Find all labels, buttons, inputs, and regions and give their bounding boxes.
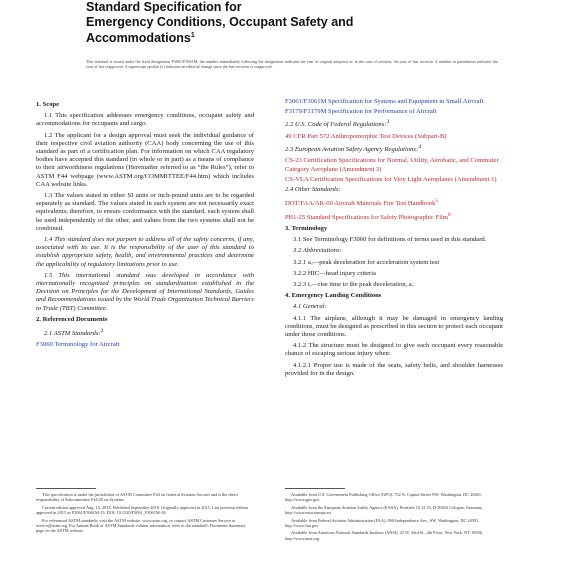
footnotes-right: [285, 492, 503, 543]
paragraph-4-1-2-1: 4.1.2.1 Proper use is made of the seats, safety belts, and shoulder harnesses provided for in the design.: [285, 361, 503, 377]
reference-link-f3061[interactable]: F3061/F3061M Specification for Systems and Equipment in Small Aircraft: [285, 98, 484, 105]
section-heading-terminology: 3. Terminology: [285, 224, 328, 232]
reference-link-49-cfr[interactable]: 49 CFR Part 572 Anthropomorphic Test Devices (Subpart-B): [285, 132, 447, 140]
paragraph-1-2: 1.2 The applicant for a design approval must seek the individual guidance of their respective civil aviation authority (CAA) body concerning the use of this standard as part of a certification plan. For information on which CAA regulatory bodies have accepted this standard (in whole or in part) as a means of compliance to their airworthiness regulations (Hereinafter referred to as “the Rules”), refer to ASTM F44 webpage (www.ASTM.org/COMMITTEE/F44.htm) which includes CAA website links.: [36, 131, 254, 188]
footnote-5: Available from Federal Aviation Administration (FAA), 800 Independence Ave., SW, Washington, DC 20591, http://www.faa.gov.: [285, 517, 480, 529]
section-heading-emergency-landing: 4. Emergency Landing Conditions: [285, 292, 382, 300]
paragraph-1-4: 1.4 This standard does not purport to address all of the safety concerns, if any, associated with its use. It is the responsibility of the user of this standard to establish appropriate safety, health, and environmental practices and determine the applicability of regulatory limitations prior to use.: [36, 236, 254, 268]
paragraph-3-2-3: 3.2.3 tₒ—rise time to the peak deceleration, aₒ: [293, 281, 414, 288]
easa-label: 2.3 European Aviation Safety Agency Regulations:: [285, 146, 419, 154]
footnote-marker-3: 3: [386, 119, 390, 126]
reference-link-cs-23[interactable]: CS-23 Certification Specifications for Normal, Utility, Aerobatic, and Commuter Category Aeroplane (Amendment 3): [285, 157, 499, 173]
section-heading-scope: 1. Scope: [36, 101, 60, 108]
reference-link-dot-faa[interactable]: [285, 197, 503, 208]
reference-link-f3179[interactable]: F3179/F3179M Specification for Performance of Aircraft: [285, 108, 437, 116]
paragraph-4-1-2: 4.1.2 The structure must be designed to give each occupant every reasonable chance of escaping serious injury when:: [285, 342, 503, 358]
astm-standards-label: 2.1 ASTM Standards:: [44, 330, 101, 338]
footnote-4: Available from the European Aviation Safety Agency (EASA), Postfach 10 12 53, D-50452 Cologne, Germany, http://www.easa.europa.eu.: [285, 504, 483, 516]
paragraph-1-3: 1.3 The values stated in either SI units or inch-pound units are to be regarded separately as standard. The values stated in each system are not necessarily exact equivalents; therefore, to ensure conformance with the standard, each system shall be used independently of the other, and values from the two systems shall not be combined.: [36, 192, 254, 232]
footnote-1: This specification is under the jurisdiction of ASTM Committee F44 on General Aviation Aircraft and is the direct responsibility of Subcommittee F44.50 on Systems.: [36, 492, 239, 503]
cfr-label: 2.2 U.S. Code of Federal Regulations:: [285, 121, 387, 129]
footnote-2: For referenced ASTM standards, visit the ASTM website, www.astm.org, or contact ASTM Customer Service at service@astm.org. For Annual Book of ASTM Standards volume information, refer to the standard's Document Summary page on the ASTM website.: [36, 517, 246, 534]
paragraph-4-1: 4.1 General:: [293, 303, 327, 311]
paragraph-3-2-1: 3.2.1 aₒ—peak deceleration for acceleration system test: [293, 258, 440, 266]
pb1-25-text: PB1-25 Standard Specifications for Safety Photographic Film: [285, 213, 448, 221]
paragraph-3-2-2: 3.2.2 HIC—head injury criteria: [293, 269, 376, 277]
reference-link-pb1-25[interactable]: [285, 211, 503, 222]
page-title: [86, 0, 506, 46]
footnote-marker-6: 6: [448, 211, 451, 218]
footnote-3: Available from U.S. Government Publishing Office (GPO), 732 N. Capitol Street NW, Washington, DC 20401, http://www.gpo.gov.: [285, 492, 483, 503]
paragraph-2-2: [285, 118, 503, 129]
dot-faa-text: DOT/FAA/AR-00 Aircraft Materials Fire Test Handbook: [285, 200, 436, 208]
paragraph-2-4: 2.4 Other Standards:: [285, 186, 341, 193]
paragraph-3-2: 3.2 Abbreviations:: [293, 247, 342, 255]
footnote-marker-2: 2: [100, 328, 104, 335]
title-line-3-text: Accommodations: [86, 31, 191, 46]
paragraph-4-1-1: 4.1.1 The airplane, although it may be damaged in emergency landing conditions, must be designed as prescribed in this section to protect each occupant under those conditions.: [285, 314, 503, 339]
title-line-3: [86, 29, 506, 46]
footnote-divider-right: [285, 488, 345, 489]
paragraph-2-3: [285, 143, 503, 154]
footnote-divider-left: [36, 488, 96, 489]
reference-link-cs-vla[interactable]: CS-VLA Certification Specifications for Very Light Aeroplanes (Amendment 1): [285, 175, 497, 183]
paragraph-1-1: 1.1 This specification addresses emergency conditions, occupant safety and accommodations for occupants and cargo.: [36, 112, 254, 128]
footnote-marker-4: 4: [418, 144, 421, 150]
right-column: [285, 98, 503, 381]
title-footnote-marker: 1: [190, 32, 195, 39]
designation-note: This standard is issued under the fixed designation F3061/F3061M; the number immediately following the designation indicates the year of original adoption or, in the case of revision, the year of last revision. A number in parentheses indicates the year of last reapproval. A superscript epsilon (ε) indicates an editorial change since the last revision or reapproval.: [86, 59, 498, 70]
paragraph-2-1: [36, 327, 254, 338]
paragraph-3-1: 3.1 See Terminology F3060 for definitions of terms used in this standard.: [293, 236, 487, 244]
footnote-marker-5: 5: [435, 198, 439, 205]
title-line-2: Emergency Conditions, Occupant Safety and: [86, 14, 354, 29]
left-column: [36, 98, 254, 352]
paragraph-1-5: 1.5 This international standard was developed in accordance with internationally recognized principles on standardization established in the Decision on Principles for the Development of International Standards, Guides and Recommendations issued by the World Trade Organization Technical Barriers to Trade (TBT) Committee.: [36, 271, 254, 312]
footnote-6: Available from American National Standards Institute (ANSI), 25 W. 43rd St., 4th Floor, New York, NY 10036, http://www.ansi.org.: [285, 530, 483, 541]
section-heading-referenced-documents: 2. Referenced Documents: [36, 315, 108, 323]
footnotes-left: [36, 492, 254, 536]
title-line-1: Standard Specification for: [86, 0, 242, 14]
footnote-1-edition: Current edition approved Aug. 15, 2018. Published September 2018. Originally approved in 2015. Last previous edition approved in 2015 as F3061/F3061M-15. DOI: 10.1520/F3061_F3061M-18.: [36, 504, 249, 516]
reference-link-f3060[interactable]: F3060 Terminology for Aircraft: [36, 341, 120, 349]
